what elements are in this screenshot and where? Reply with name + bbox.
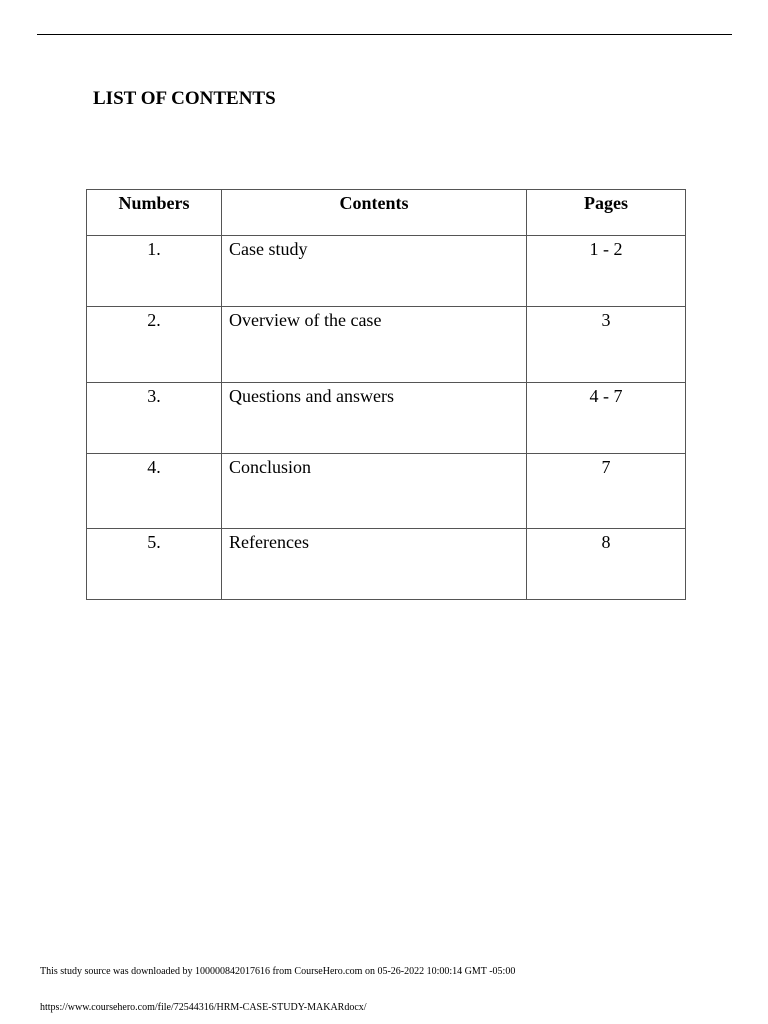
contents-table: [86, 189, 686, 600]
page-title: LIST OF CONTENTS: [93, 88, 276, 109]
row-pages: 8: [527, 529, 686, 600]
table-header-row: [87, 190, 686, 236]
table-row: [87, 307, 686, 383]
top-divider: [37, 34, 732, 35]
row-content: Case study: [222, 236, 527, 307]
row-number: 3.: [87, 383, 222, 454]
row-number: 5.: [87, 529, 222, 600]
header-pages: Pages: [527, 190, 686, 236]
row-pages: 1 - 2: [527, 236, 686, 307]
header-numbers: Numbers: [87, 190, 222, 236]
row-pages: 7: [527, 454, 686, 529]
row-number: 1.: [87, 236, 222, 307]
row-pages: 3: [527, 307, 686, 383]
row-content: Questions and answers: [222, 383, 527, 454]
table-row: [87, 383, 686, 454]
table-row: [87, 529, 686, 600]
source-url[interactable]: https://www.coursehero.com/file/72544316/HRM-CASE-STUDY-MAKARdocx/: [40, 1002, 367, 1013]
download-notice: This study source was downloaded by 100000842017616 from CourseHero.com on 05-26-2022 10:00:14 GMT -05:00: [40, 966, 516, 977]
row-number: 4.: [87, 454, 222, 529]
row-content: Overview of the case: [222, 307, 527, 383]
table-row: [87, 454, 686, 529]
row-pages: 4 - 7: [527, 383, 686, 454]
row-content: References: [222, 529, 527, 600]
table-row: [87, 236, 686, 307]
row-content: Conclusion: [222, 454, 527, 529]
header-contents: Contents: [222, 190, 527, 236]
row-number: 2.: [87, 307, 222, 383]
